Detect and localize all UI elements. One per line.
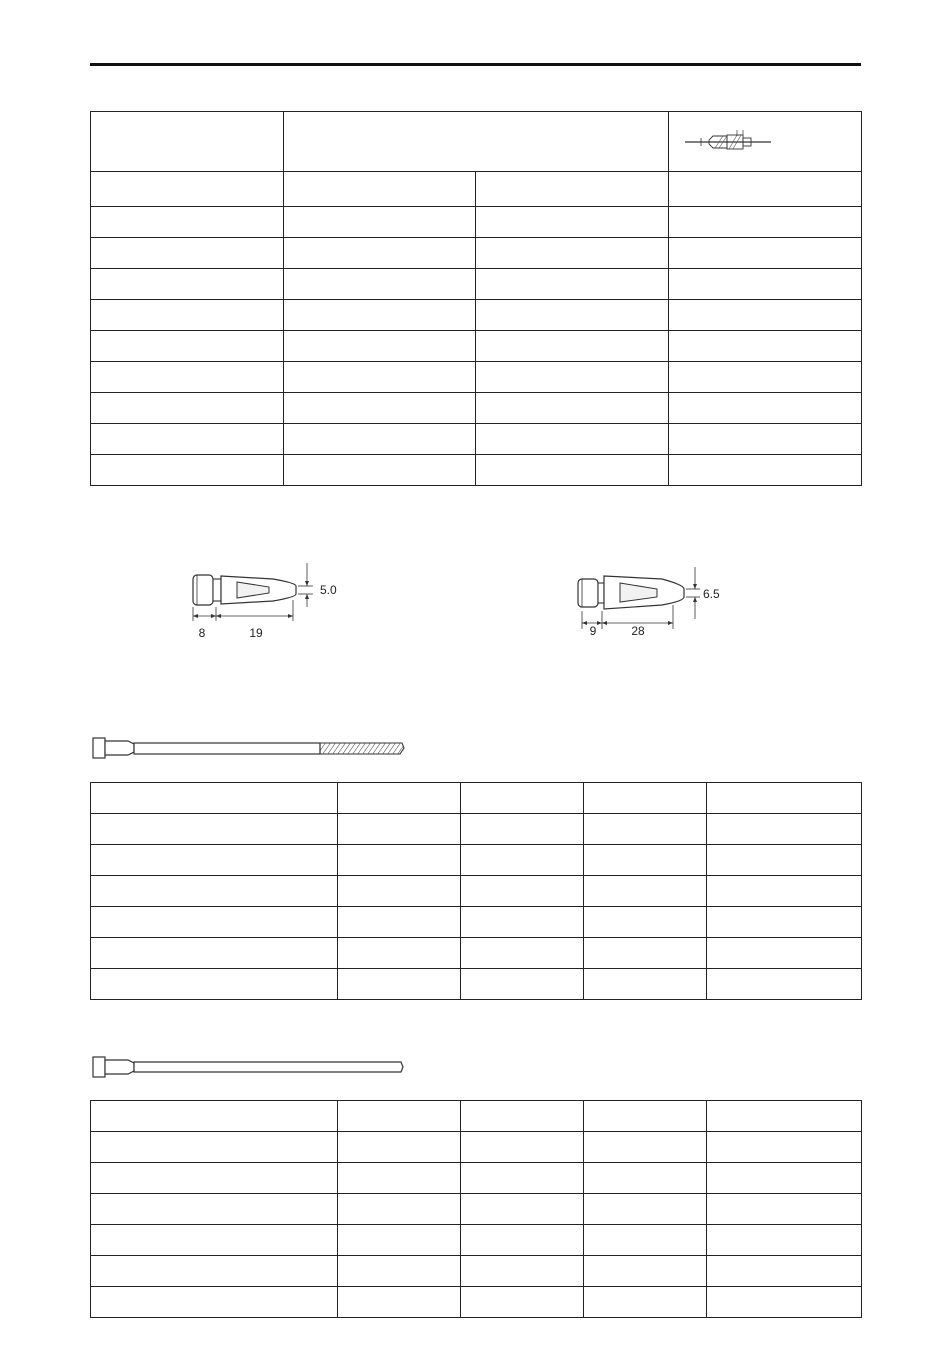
table-cell — [91, 112, 284, 172]
wire-liner-plain-icon — [90, 1054, 410, 1080]
table-row — [91, 938, 862, 969]
wire-liner-steel-icon — [90, 736, 410, 760]
plain-liner-table — [90, 1100, 862, 1318]
table-row — [91, 1287, 862, 1318]
contact-tip-small-drawing — [185, 555, 355, 650]
table-row — [91, 455, 862, 486]
table-row — [91, 362, 862, 393]
contact-tip-large-drawing — [572, 555, 742, 650]
table-row — [91, 300, 862, 331]
table-row — [91, 207, 862, 238]
table-row — [91, 814, 862, 845]
table-row — [91, 1132, 862, 1163]
table-row — [91, 1256, 862, 1287]
table-row — [91, 172, 862, 207]
contact-tip-table — [90, 111, 862, 486]
table-row — [91, 1163, 862, 1194]
table-row — [91, 424, 862, 455]
tip-large-length-b: 28 — [631, 624, 645, 638]
table-cell — [669, 112, 862, 172]
table-row — [91, 393, 862, 424]
table-row — [91, 876, 862, 907]
table-row — [91, 238, 862, 269]
steel-liner-table — [90, 782, 862, 1000]
tip-small-length-a: 8 — [198, 626, 206, 640]
tip-large-length-a: 9 — [589, 624, 597, 638]
header-rule — [90, 63, 861, 66]
tip-small-diameter: 5.0 — [320, 583, 337, 597]
table-row — [91, 331, 862, 362]
table-row — [91, 269, 862, 300]
table-row — [91, 1101, 862, 1132]
table-row — [91, 1225, 862, 1256]
table-row — [91, 1194, 862, 1225]
table-cell — [284, 112, 669, 172]
tip-small-length-b: 19 — [249, 626, 263, 640]
table-row — [91, 845, 862, 876]
table-row — [91, 783, 862, 814]
contact-tip-icon — [683, 122, 793, 162]
table-header-row — [91, 112, 862, 172]
tip-large-diameter: 6.5 — [703, 587, 720, 601]
table-row — [91, 907, 862, 938]
table-row — [91, 969, 862, 1000]
